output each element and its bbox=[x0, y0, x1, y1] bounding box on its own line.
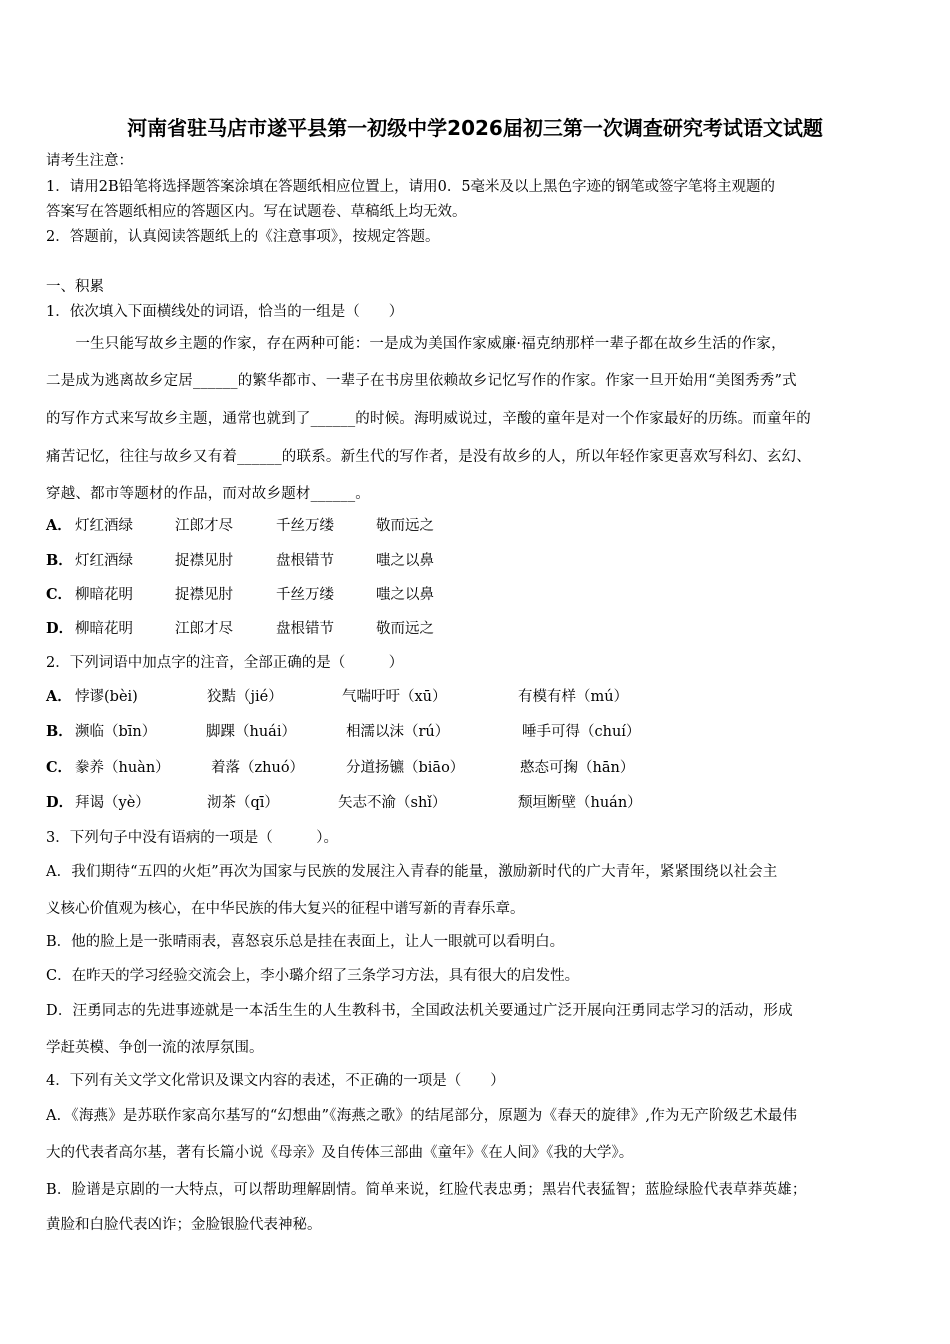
option-choice-3: 千丝万缕 bbox=[276, 587, 334, 603]
option-choice-4: 颓垣断壁（huán） bbox=[518, 795, 642, 811]
option-choice-2: 捉襟见肘 bbox=[175, 553, 233, 569]
option-choice-2: 着落（zhuó） bbox=[211, 760, 305, 776]
option-choice-4: 敬而远之 bbox=[376, 621, 434, 637]
question-1-passage-line-5: 穿越、都市等题材的作品，而对故乡题材______。 bbox=[46, 486, 370, 502]
question-4-option-b-line-1: B．脸谱是京剧的一大特点，可以帮助理解剧情。简单来说，红脸代表忠勇；黑岩代表猛智；蓝脸绿脸代表草莽英雄； bbox=[46, 1182, 807, 1198]
option-label: B． bbox=[46, 723, 73, 740]
option-choice-3: 千丝万缕 bbox=[276, 518, 334, 534]
option-choice-3: 矢志不渝（shǐ） bbox=[338, 795, 447, 811]
notice-item-2: 2．答题前，认真阅读答题纸上的《注意事项》，按规定答题。 bbox=[46, 229, 440, 245]
question-4-option-b-line-2: 黄脸和白脸代表凶诈；金脸银脸代表神秘。 bbox=[46, 1217, 322, 1233]
option-choice-4: 有模有样（mú） bbox=[518, 689, 629, 705]
option-choice-2: 脚踝（huái） bbox=[206, 724, 296, 740]
question-3-option-b: B．他的脸上是一张晴雨表，喜怒哀乐总是挂在表面上，让人一眼就可以看明白。 bbox=[46, 934, 565, 950]
option-label: C． bbox=[46, 759, 73, 776]
option-choice-2: 沏茶（qī） bbox=[207, 795, 279, 811]
question-3-option-a-line-1: A．我们期待“五四的火炬”再次为国家与民族的发展注入青春的能量，激励新时代的广大青年，紧紧围绕以社会主 bbox=[46, 864, 778, 880]
option-choice-1: 濒临（bīn） bbox=[75, 724, 157, 740]
option-choice-1: 灯红酒绿 bbox=[75, 518, 133, 534]
option-label: D． bbox=[46, 794, 74, 811]
question-4-stem: 4．下列有关文学文化常识及课文内容的表述，不正确的一项是（ ） bbox=[46, 1073, 505, 1089]
option-choice-1: 柳暗花明 bbox=[75, 587, 133, 603]
option-choice-4: 嗤之以鼻 bbox=[376, 553, 434, 569]
option-choice-1: 悖谬(bèi) bbox=[75, 689, 138, 705]
question-4-option-a-line-2: 大的代表者高尔基，著有长篇小说《母亲》及自传体三部曲《童年》《在人间》《我的大学》。 bbox=[46, 1145, 634, 1161]
option-choice-3: 相濡以沫（rú） bbox=[346, 724, 450, 740]
notice-heading: 请考生注意： bbox=[46, 153, 133, 169]
option-choice-2: 狡黠（jié） bbox=[207, 689, 283, 705]
option-choice-3: 气喘吁吁（xū） bbox=[342, 689, 447, 705]
page-title: 河南省驻马店市遂平县第一初级中学2026届初三第一次调查研究考试语文试题 bbox=[127, 116, 823, 140]
option-choice-4: 嗤之以鼻 bbox=[376, 587, 434, 603]
question-4-option-a-line-1: A．《海燕》是苏联作家高尔基写的“幻想曲”《海燕之歌》的结尾部分，原题为《春天的旋律》,作为无产阶级艺术最伟 bbox=[46, 1108, 798, 1124]
question-3-stem: 3．下列句子中没有语病的一项是（ ）。 bbox=[46, 830, 338, 846]
question-1-passage-line-2: 二是成为逃离故乡定居______的繁华都市、一辈子在书房里依赖故乡记忆写作的作家。作家一旦开始用“美图秀秀”式 bbox=[46, 373, 797, 389]
section-heading: 一、积累 bbox=[46, 279, 104, 295]
option-label: A． bbox=[46, 688, 72, 705]
option-choice-1: 灯红酒绿 bbox=[75, 553, 133, 569]
option-choice-3: 盘根错节 bbox=[276, 553, 334, 569]
option-choice-4: 唾手可得（chuí） bbox=[522, 724, 641, 740]
question-3-option-d-line-1: D．汪勇同志的先进事迹就是一本活生生的人生教科书，全国政法机关要通过广泛开展向汪勇同志学习的活动，形成 bbox=[46, 1003, 793, 1019]
option-choice-1: 拜谒（yè） bbox=[75, 795, 150, 811]
option-label: C． bbox=[46, 586, 73, 603]
option-label: B． bbox=[46, 552, 73, 569]
option-label: D． bbox=[46, 620, 74, 637]
notice-item-1-line-1: 1．请用2B铅笔将选择题答案涂填在答题纸相应位置上，请用0．5毫米及以上黑色字迹的钢笔或签字笔将主观题的 bbox=[46, 179, 776, 195]
question-3-option-c: C．在昨天的学习经验交流会上，李小璐介绍了三条学习方法，具有很大的启发性。 bbox=[46, 968, 580, 984]
option-choice-2: 江郎才尽 bbox=[175, 621, 233, 637]
option-choice-4: 憨态可掬（hān） bbox=[520, 760, 635, 776]
question-3-option-a-line-2: 义核心价值观为核心，在中华民族的伟大复兴的征程中谱写新的青春乐章。 bbox=[46, 901, 525, 917]
question-2-stem: 2．下列词语中加点字的注音，全部正确的是（ ） bbox=[46, 655, 404, 671]
question-1-passage-line-1: 一生只能写故乡主题的作家，存在两种可能：一是成为美国作家威廉·福克纳那样一辈子都在故乡生活的作家， bbox=[46, 336, 786, 352]
question-1-passage-line-3: 的写作方式来写故乡主题，通常也就到了______的时候。海明威说过，辛酸的童年是对一个作家最好的历练。而童年的 bbox=[46, 411, 811, 427]
option-choice-3: 分道扬镳（biāo） bbox=[346, 760, 465, 776]
question-1-stem: 1．依次填入下面横线处的词语，恰当的一组是（ ） bbox=[46, 304, 404, 320]
option-choice-3: 盘根错节 bbox=[276, 621, 334, 637]
option-label: A． bbox=[46, 517, 72, 534]
option-choice-2: 捉襟见肘 bbox=[175, 587, 233, 603]
question-1-passage-line-4: 痛苦记忆，往往与故乡又有着______的联系。新生代的写作者，是没有故乡的人，所以年轻作家更喜欢写科幻、玄幻、 bbox=[46, 449, 811, 465]
option-choice-1: 豢养（huàn） bbox=[75, 760, 170, 776]
option-choice-2: 江郎才尽 bbox=[175, 518, 233, 534]
question-3-option-d-line-2: 学赶英模、争创一流的浓厚氛围。 bbox=[46, 1040, 264, 1056]
option-choice-4: 敬而远之 bbox=[376, 518, 434, 534]
notice-item-1-line-2: 答案写在答题纸相应的答题区内。写在试题卷、草稿纸上均无效。 bbox=[46, 204, 467, 220]
option-choice-1: 柳暗花明 bbox=[75, 621, 133, 637]
